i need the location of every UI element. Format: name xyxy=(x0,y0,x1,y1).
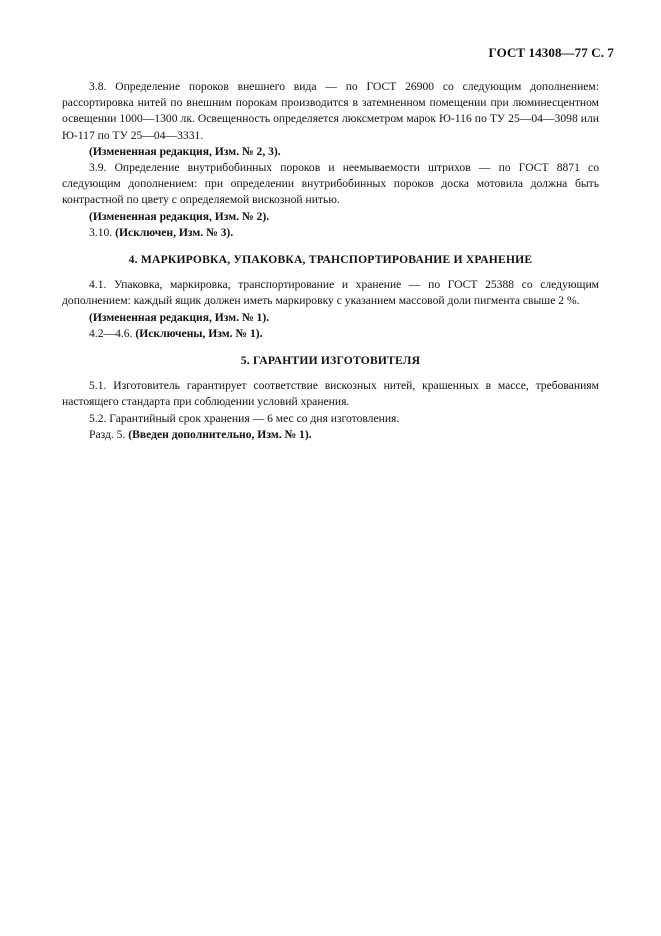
amendment-text: (Измененная редакция, Изм. № 2). xyxy=(89,209,270,223)
clause-text: Определение пороков внешнего вида — по ГОСТ 26900 со следующим дополнением: рассортировка нитей по внешним порокам производится в затемненном помещении при люминесцентном освещении 1000—1300 лк. Освещенность определяется люксметром марок Ю-116 по ТУ 25—04—3098 или Ю-117 по ТУ 25—04—3331. xyxy=(62,80,599,142)
clause-text: Изготовитель гарантирует соответствие вискозных нитей, крашенных в массе, требованиям настоящего стандарта при соблюдении условий хранения. xyxy=(62,379,599,409)
amendment-text: (Исключен, Изм. № 3). xyxy=(115,225,234,239)
clause-number: 4.2—4.6. xyxy=(89,326,133,340)
clause-4-2-4-6 xyxy=(62,326,599,342)
clause-3-8 xyxy=(62,79,599,144)
amendment-text: (Исключены, Изм. № 1). xyxy=(135,326,263,340)
clause-5-2 xyxy=(62,411,599,427)
clause-number: 3.8. xyxy=(89,80,107,93)
section-4-title: 4. МАРКИРОВКА, УПАКОВКА, ТРАНСПОРТИРОВАНИЕ И ХРАНЕНИЕ xyxy=(128,253,533,267)
clause-number: 5.1. xyxy=(89,379,107,393)
clause-text: Гарантийный срок хранения — 6 мес со дня изготовления. xyxy=(109,411,400,425)
amendment-note xyxy=(62,310,599,326)
amendment-note xyxy=(62,209,599,225)
clause-3-10 xyxy=(62,225,599,241)
clause-number: 4.1. xyxy=(89,278,107,292)
section-label: Разд. 5. xyxy=(89,427,126,441)
section-5-amendment xyxy=(62,427,599,443)
clause-5-1 xyxy=(62,378,599,410)
clause-number: 3.9. xyxy=(89,161,107,175)
section-5-title: 5. ГАРАНТИИ ИЗГОТОВИТЕЛЯ xyxy=(240,354,421,368)
amendment-note xyxy=(62,144,599,160)
clause-number: 5.2. xyxy=(89,411,107,425)
clause-4-1 xyxy=(62,277,599,309)
document-body xyxy=(62,79,599,443)
page-header: ГОСТ 14308—77 С. 7 xyxy=(488,45,614,60)
clause-number: 3.10. xyxy=(89,225,113,239)
clause-text: Упаковка, маркировка, транспортирование и хранение — по ГОСТ 25388 со следующим дополнением: каждый ящик должен иметь маркировку с указанием массовой доли пигмента свыше 2 %. xyxy=(62,278,599,308)
amendment-text: (Измененная редакция, Изм. № 2, 3). xyxy=(89,144,281,158)
amendment-text: (Измененная редакция, Изм. № 1). xyxy=(89,310,270,324)
clause-3-9 xyxy=(62,160,599,209)
clause-text: Определение внутрибобинных пороков и неемываемости штрихов — по ГОСТ 8871 со следующим дополнением: при определении внутрибобинных пороков доска мотовила должна быть контрастной по цвету с определяемой вискозной нитью. xyxy=(62,161,599,207)
amendment-text: (Введен дополнительно, Изм. № 1). xyxy=(128,427,312,441)
